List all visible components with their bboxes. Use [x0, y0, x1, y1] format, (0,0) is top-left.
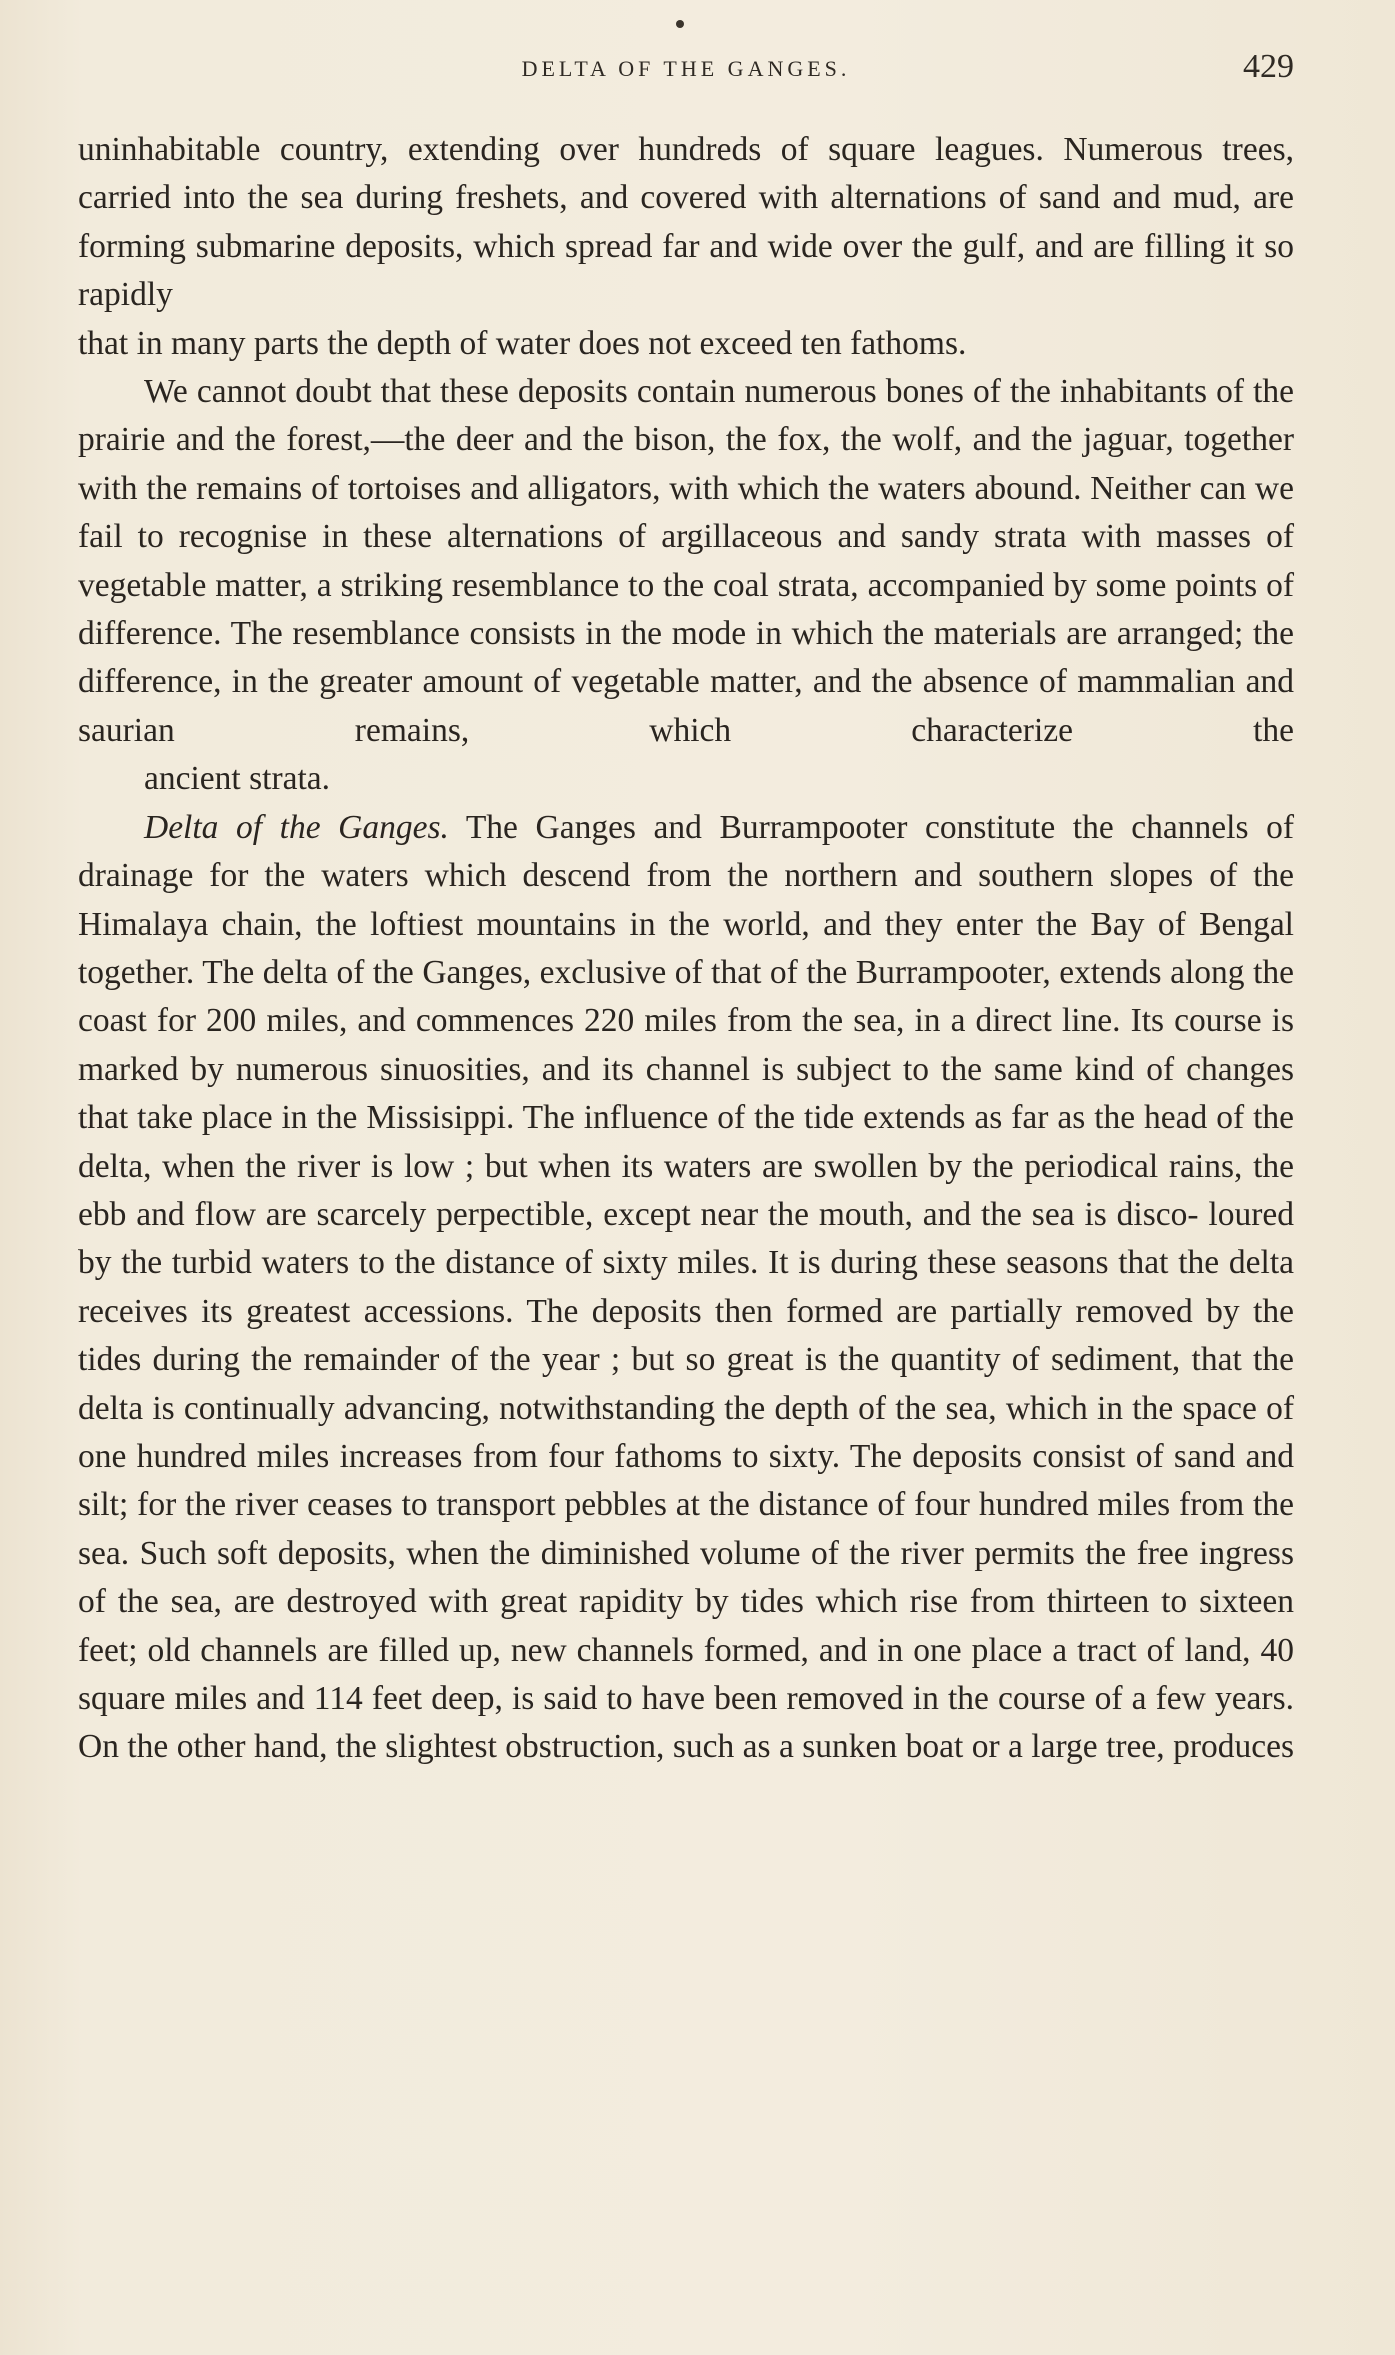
page-body: [78, 126, 1294, 1772]
page-number: 429: [1243, 48, 1294, 85]
paragraph-3: [78, 804, 1294, 1772]
paragraph-2: [78, 368, 1294, 804]
printer-mark: [676, 20, 684, 28]
paragraph-1-text: uninhabitable country, extending over hundreds of square leagues. Numerous trees, carried into the sea during freshets, and covered with alternations of sand and mud, are forming submarine deposits, which spread far and wide over the gulf, and are filling it so rapidly: [78, 131, 1294, 314]
section-heading-delta-of-the-ganges: Delta of the Ganges.: [144, 808, 449, 846]
running-head: DELTA OF THE GANGES.: [521, 56, 851, 81]
paragraph-2-text: We cannot doubt that these deposits contain numerous bones of the inhabitants of the prairie and the forest,—the deer and the bison, the fox, the wolf, and the jaguar, together with the remains of tortoises and alligators, with which the waters abound. Neither can we fail to recognise in these alternations of argillaceous and sandy strata with masses of vegetable matter, a striking resemblance to the coal strata, accompanied by some points of difference. The resemblance consists in the mode in which the materials are arranged; the difference, in the greater amount of vegetable matter, and the absence of mammalian and saurian remains, which characterize the: [78, 373, 1294, 749]
paragraph-1: [78, 126, 1294, 368]
paragraph-3-text: The Ganges and Burrampooter constitute the channels of drainage for the waters which descend from the northern and southern slopes of the Himalaya chain, the loftiest mountains in the world, and they enter the Bay of Bengal together. The delta of the Ganges, exclusive of that of the Burrampooter, extends along the coast for 200 miles, and commences 220 miles from the sea, in a direct line. Its course is marked by numerous sinuosities, and its channel is subject to the same kind of changes that take place in the Missisippi. The influence of the tide extends as far as the head of the delta, when the river is low ; but when its waters are swollen by the periodical rains, the ebb and flow are scarcely perpectible, except near the mouth, and the sea is disco- loured by the turbid waters to the distance of sixty miles. It is during these seasons that the delta receives its greatest accessions. The deposits then formed are partially removed by the tides during the remainder of the year ; but so great is the quantity of sediment, that the delta is continually advancing, notwithstanding the depth of the sea, which in the space of one hundred miles increases from four fathoms to sixty. The deposits consist of sand and silt; for the river ceases to transport pebbles at the distance of four hundred miles from the sea. Such soft deposits, when the diminished volume of the river permits the free ingress of the sea, are destroyed with great rapidity by tides which rise from thirteen to sixteen feet; old channels are filled up, new channels formed, and in one place a tract of land, 40 square miles and 114 feet deep, is said to have been removed in the course of a few years. On the other hand, the slightest obstruction, such as a sunken boat or a large tree, produces: [78, 808, 1294, 1766]
paragraph-2-last-line: ancient strata.: [144, 760, 331, 798]
paragraph-1-last-line: that in many parts the depth of water does not exceed ten fathoms.: [78, 324, 967, 362]
page-header: [78, 48, 1294, 92]
